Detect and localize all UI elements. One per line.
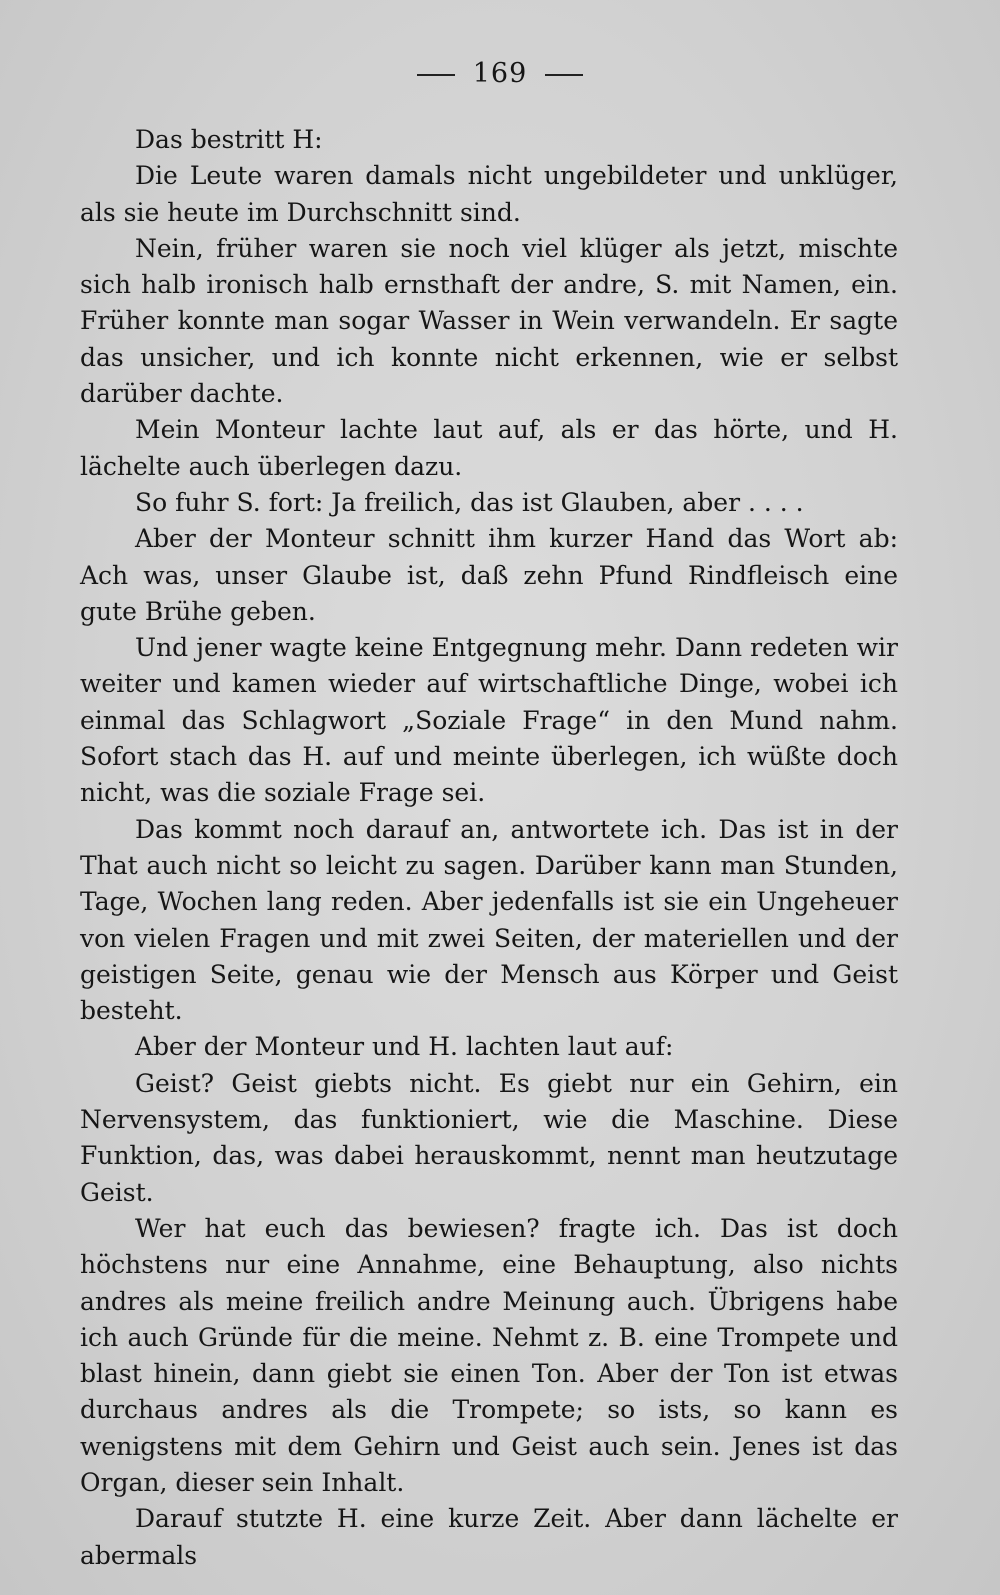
body-text xyxy=(80,122,898,1574)
paragraph: Mein Monteur lachte laut auf, als er das hörte, und H. lächelte auch überlegen dazu. xyxy=(80,415,898,481)
paragraph: So fuhr S. fort: Ja freilich, das ist Glauben, aber . . . . xyxy=(135,487,804,517)
paragraph: Das bestritt H: xyxy=(135,125,323,154)
paragraph: Das kommt noch darauf an, antwortete ich. Das ist in der That auch nicht so leicht zu sagen. Darüber kann man Stunden, Tage, Wochen lang reden. Aber jedenfalls ist sie ein Ungeheuer von vielen Fragen und mit zwei Seiten, der materiellen und der geistigen Seite, genau wie der Mensch aus Körper und Geist besteht. xyxy=(80,814,898,1026)
page-header xyxy=(0,58,1000,89)
paragraph: Geist? Geist giebts nicht. Es giebt nur ein Gehirn, ein Nervensystem, das funktioniert, wie die Maschine. Diese Funktion, das, was dabei herauskommt, nennt man heutzutage Geist. xyxy=(80,1068,898,1207)
paragraph: Aber der Monteur und H. lachten laut auf: xyxy=(135,1032,674,1062)
header-dash-left xyxy=(417,74,455,76)
header-dash-right xyxy=(545,74,583,76)
paragraph: Wer hat euch das bewiesen? fragte ich. Das ist doch höchstens nur eine Annahme, eine Behauptung, also nichts andres als meine freilich andre Meinung auch. Übrigens habe ich auch Gründe für die meine. Nehmt z. B. eine Trompete und blast hinein, dann giebt sie einen Ton. Aber der Ton ist etwas durchaus andres als die Trompete; so ists, so kann es wenigstens mit dem Gehirn und Geist auch sein. Jenes ist das Organ, dieser sein Inhalt. xyxy=(80,1213,898,1497)
paragraph: Die Leute waren damals nicht ungebildeter und unklüger, als sie heute im Durchschnitt sind. xyxy=(80,161,898,227)
paragraph: Und jener wagte keine Entgegnung mehr. Dann redeten wir weiter und kamen wieder auf wirtschaftliche Dinge, wobei ich einmal das Schlagwort „Soziale Frage“ in den Mund nahm. Sofort stach das H. auf und meinte überlegen, ich wüßte doch nicht, was die soziale Frage sei. xyxy=(80,633,898,808)
paragraph: Darauf stutzte H. eine kurze Zeit. Aber dann lächelte er abermals xyxy=(80,1504,898,1570)
paragraph: Aber der Monteur schnitt ihm kurzer Hand das Wort ab: Ach was, unser Glaube ist, daß zehn Pfund Rindfleisch eine gute Brühe geben. xyxy=(80,524,898,626)
paragraph: Nein, früher waren sie noch viel klüger als jetzt, mischte sich halb ironisch halb ernsthaft der andre, S. mit Namen, ein. Früher konnte man sogar Wasser in Wein verwandeln. Er sagte das unsicher, und ich konnte nicht erkennen, wie er selbst darüber dachte. xyxy=(80,233,898,409)
page-number: 169 xyxy=(472,58,528,89)
